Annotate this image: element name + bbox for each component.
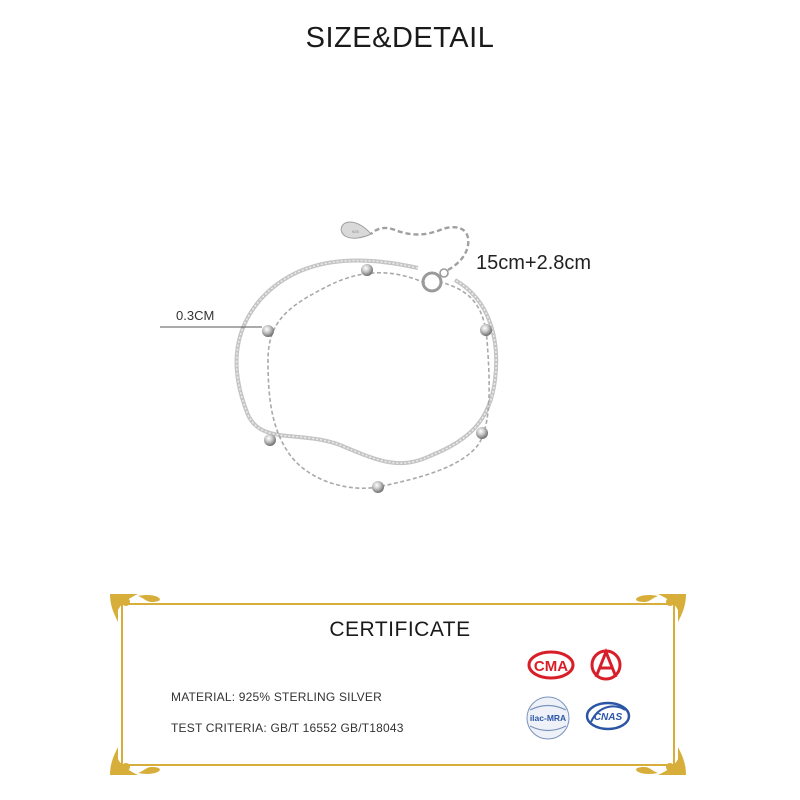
- snake-chain: [237, 260, 497, 463]
- cnas-logo: [585, 700, 631, 732]
- bead: [264, 434, 276, 446]
- bead: [262, 325, 274, 337]
- svg-text:ilac-MRA: ilac-MRA: [529, 713, 567, 723]
- svg-text:CAL: CAL: [605, 662, 607, 663]
- length-label: 15cm+2.8cm: [476, 252, 592, 274]
- tag-text: 925: [352, 229, 359, 234]
- bead: [361, 264, 373, 276]
- bead: [372, 481, 384, 493]
- svg-text:CMA: CMA: [533, 658, 569, 675]
- cable-chain: [268, 273, 489, 488]
- cal-logo: [588, 648, 624, 682]
- bead: [480, 324, 492, 336]
- thickness-label: 0.3CM: [176, 308, 215, 323]
- test-criteria-text: TEST CRITERIA: GB/T 16552 GB/T18043: [171, 721, 404, 735]
- page-title: SIZE&DETAIL: [305, 22, 495, 54]
- bead: [476, 427, 488, 439]
- ilac-mra-logo: [524, 694, 572, 742]
- material-text: MATERIAL: 925% STERLING SILVER: [171, 690, 382, 704]
- svg-text:CNAS: CNAS: [593, 712, 623, 723]
- spring-ring: [423, 273, 441, 291]
- cma-logo: [527, 650, 575, 680]
- certificate-title: CERTIFICATE: [329, 618, 471, 641]
